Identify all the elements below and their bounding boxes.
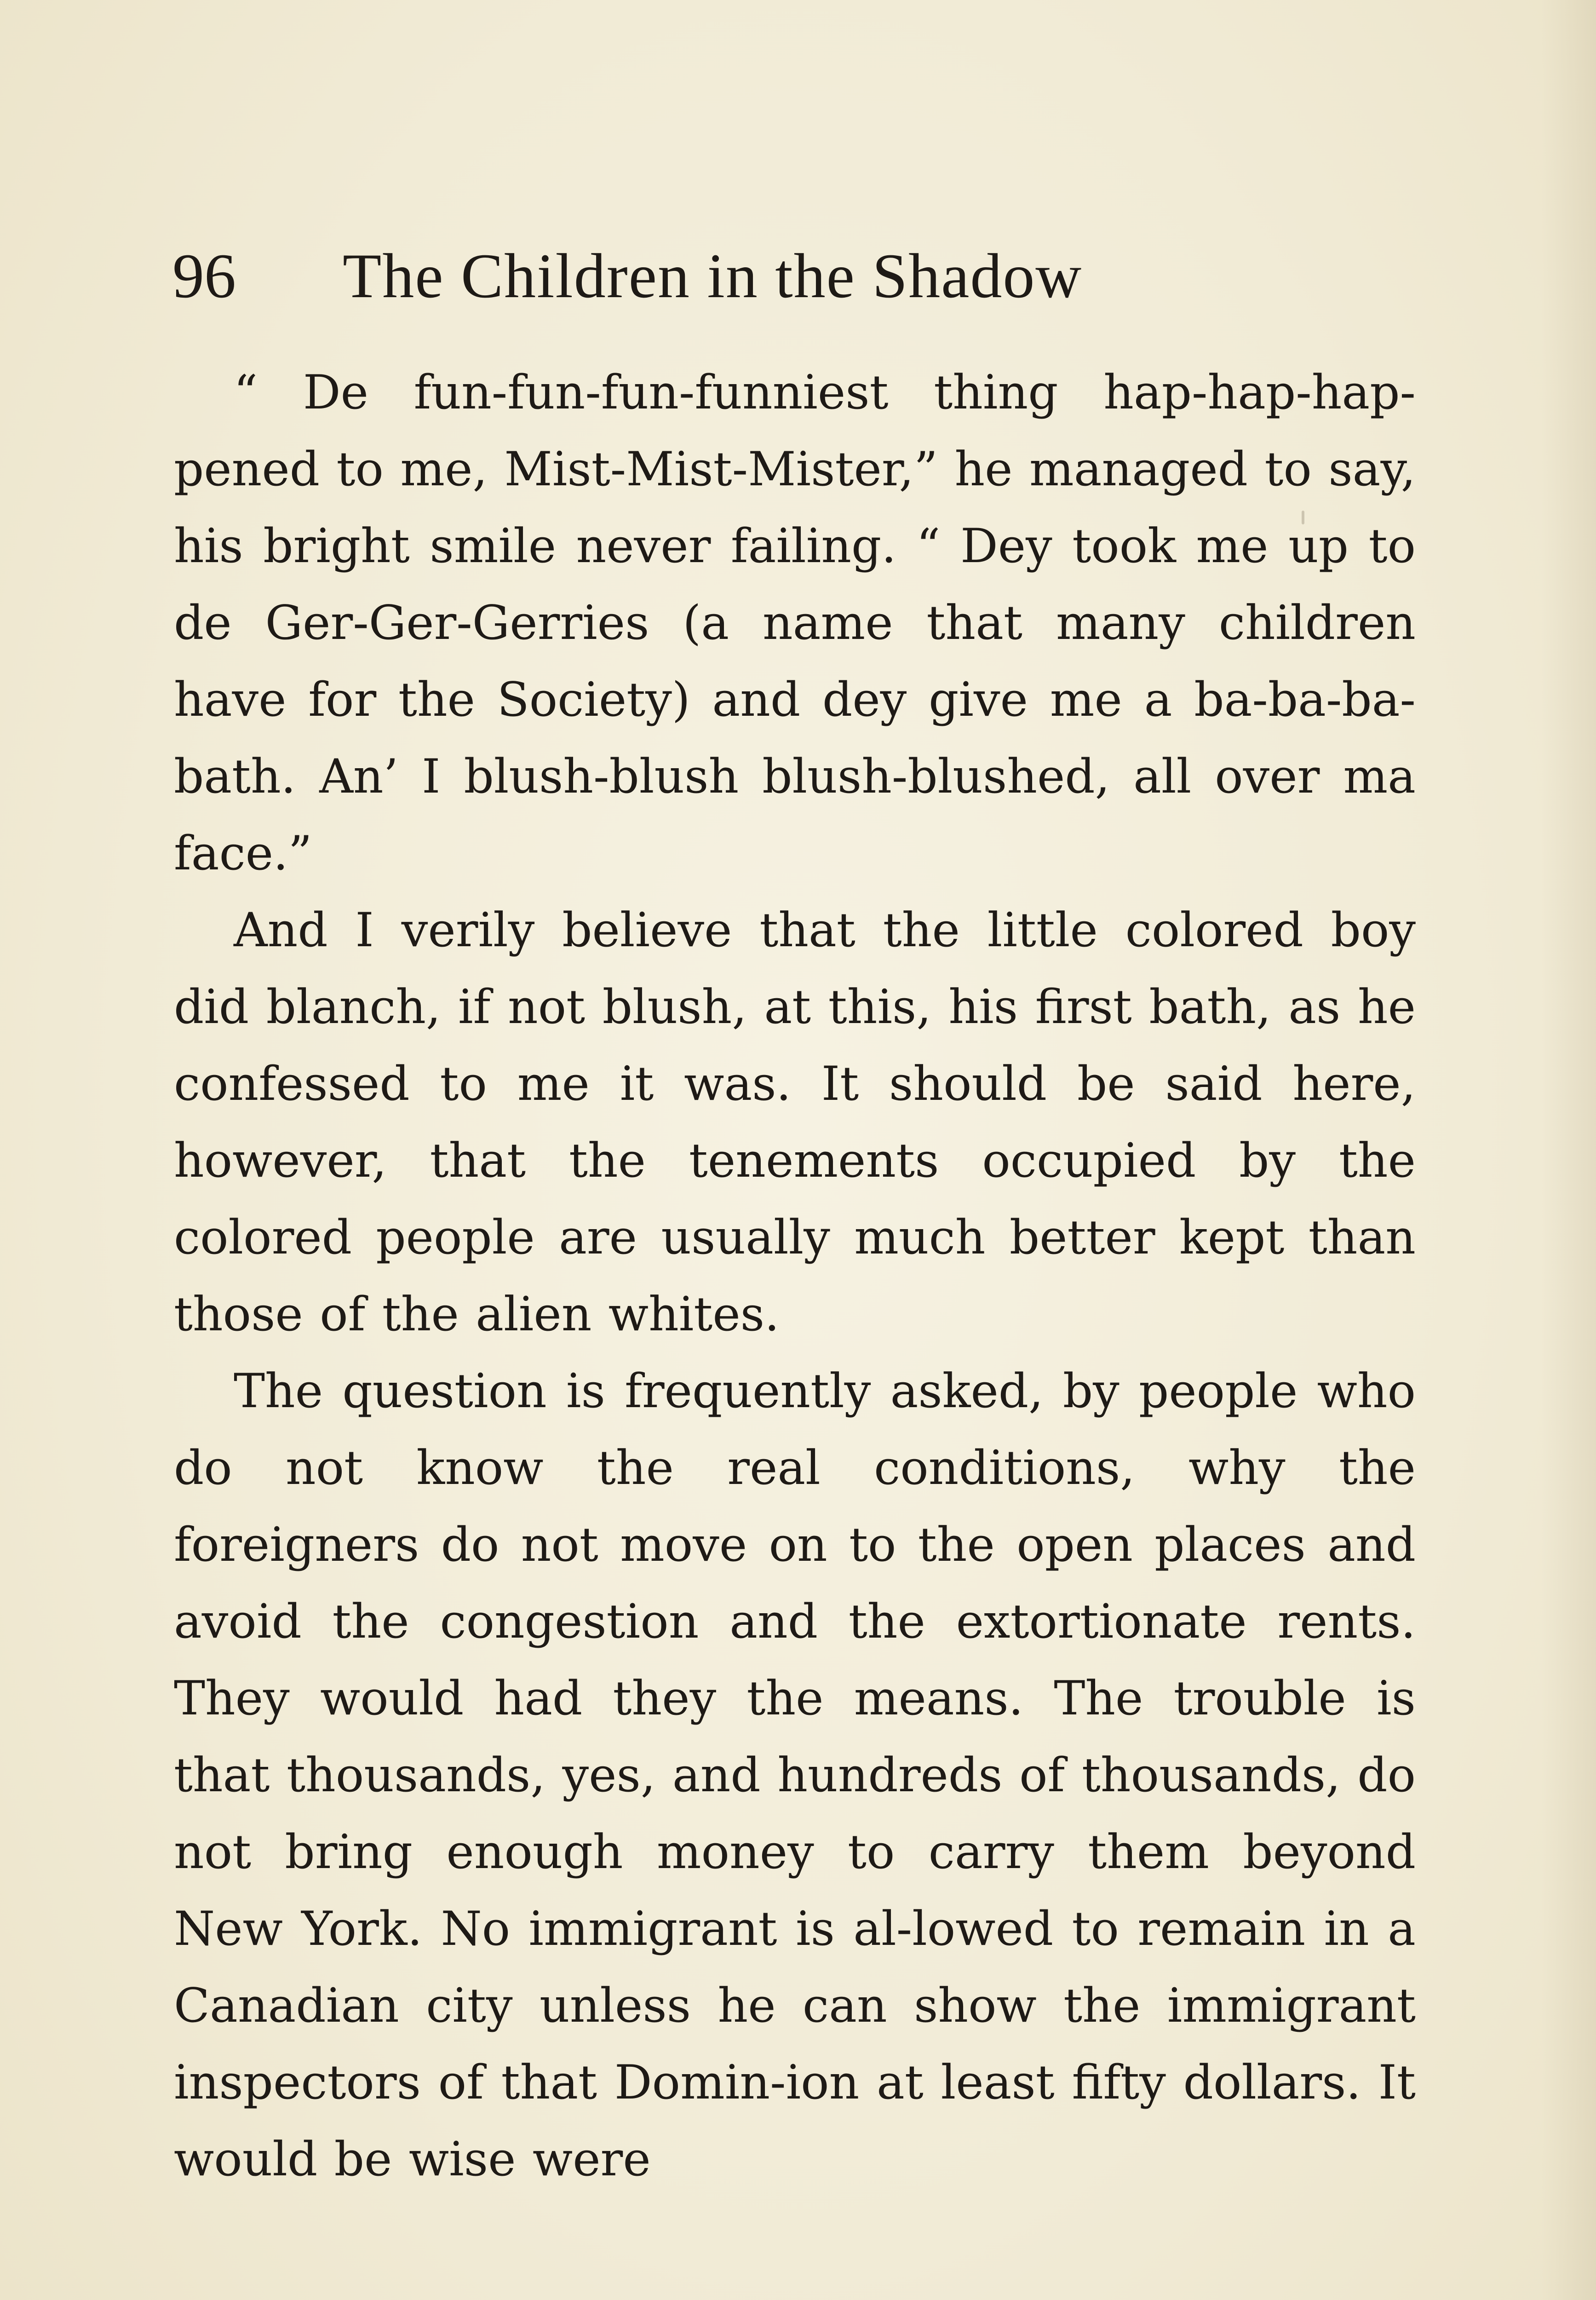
body-text [174, 354, 1416, 2198]
running-header [172, 239, 1414, 313]
paragraph-2: And I verily believe that the little colored boy did blanch, if not blush, at this, his first bath, as he confessed to me it was. It should be said here, however, that the tenements occupied by the colored people are usually much better kept than those of the alien whites. [174, 903, 1416, 1342]
paragraph-1: “ De fun-fun-fun-funniest thing hap-hap-hap-pened to me, Mist-Mist-Mister,” he managed to say, his bright smile never failing. “ Dey took me up to de Ger-Ger-Gerries (a name that many children have for the Society) and dey give me a ba-ba-ba-bath. An’ I blush-blush blush-blushed, all over ma face.” [174, 365, 1416, 881]
running-title: The Children in the Shadow [343, 241, 1083, 311]
paper-speck [1302, 511, 1304, 524]
page-number: 96 [172, 241, 236, 311]
page-edge-shading [1541, 0, 1596, 2300]
paragraph-3: The question is frequently asked, by people who do not know the real conditions, why the foreigners do not move on to the open places and avoid the congestion and the extortionate rents. They would had they the means. The trouble is that thousands, yes, and hundreds of thousands, do not bring enough money to carry them beyond New York. No immigrant is al-lowed to remain in a Canadian city unless he can show the immigrant inspectors of that Domin-ion at least fifty dollars. It would be wise were [174, 1364, 1416, 2187]
